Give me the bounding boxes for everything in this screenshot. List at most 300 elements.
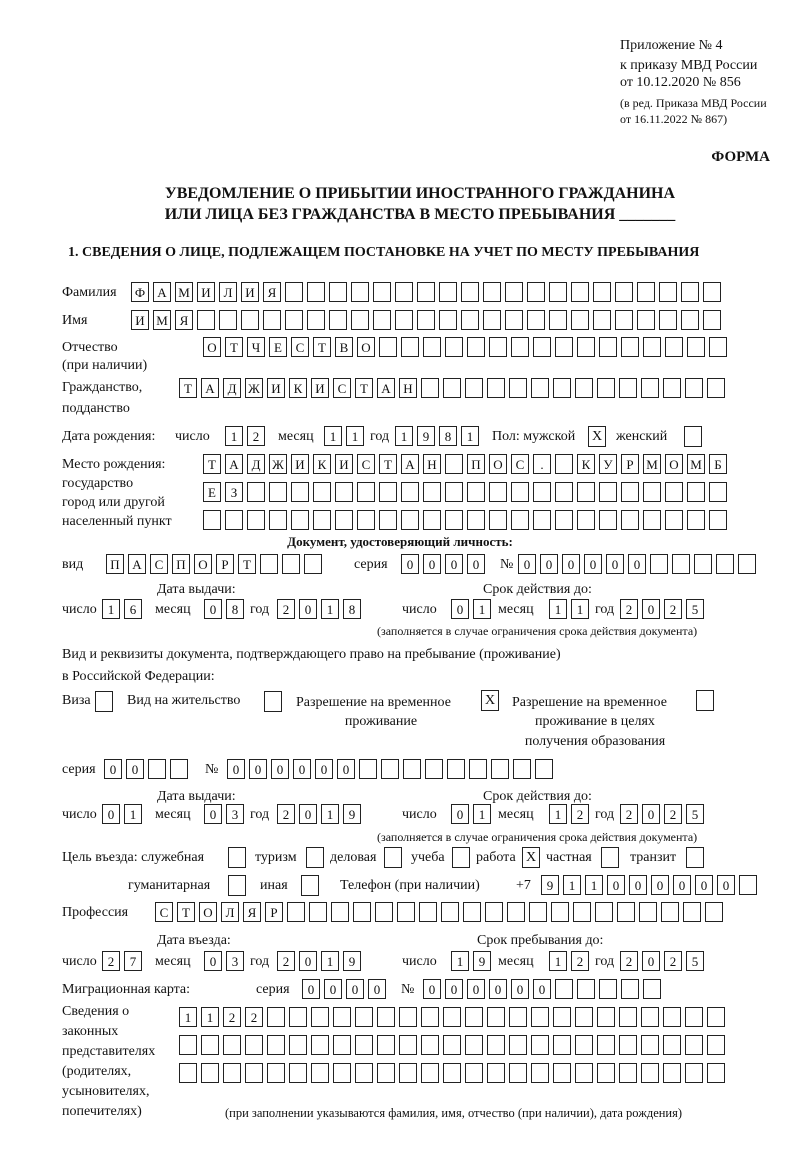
- char-box[interactable]: [289, 1063, 307, 1083]
- char-box[interactable]: 2: [277, 599, 295, 619]
- char-box[interactable]: [663, 378, 681, 398]
- char-box[interactable]: [287, 902, 305, 922]
- male-checkbox[interactable]: X: [588, 426, 606, 447]
- right-doc-number[interactable]: [227, 759, 553, 779]
- char-box[interactable]: П: [106, 554, 124, 574]
- char-box[interactable]: [247, 510, 265, 530]
- char-box[interactable]: Р: [265, 902, 283, 922]
- char-box[interactable]: [703, 282, 721, 302]
- char-box[interactable]: 0: [540, 554, 558, 574]
- char-box[interactable]: И: [241, 282, 259, 302]
- char-box[interactable]: 1: [102, 599, 120, 619]
- char-box[interactable]: 0: [606, 554, 624, 574]
- residence-permit-checkbox[interactable]: [264, 691, 282, 712]
- id-series-field[interactable]: [401, 554, 485, 574]
- char-box[interactable]: 0: [628, 554, 646, 574]
- char-box[interactable]: В: [335, 337, 353, 357]
- char-box[interactable]: [511, 510, 529, 530]
- char-box[interactable]: 1: [324, 426, 342, 446]
- id-issue-year[interactable]: [277, 599, 361, 619]
- char-box[interactable]: 1: [321, 951, 339, 971]
- purpose-business-checkbox[interactable]: [384, 847, 402, 868]
- char-box[interactable]: 0: [227, 759, 245, 779]
- char-box[interactable]: [197, 310, 215, 330]
- char-box[interactable]: [665, 510, 683, 530]
- char-box[interactable]: [307, 282, 325, 302]
- char-box[interactable]: [351, 282, 369, 302]
- char-box[interactable]: 0: [299, 804, 317, 824]
- char-box[interactable]: К: [313, 454, 331, 474]
- char-box[interactable]: [555, 979, 573, 999]
- char-box[interactable]: Н: [423, 454, 441, 474]
- char-box[interactable]: [659, 310, 677, 330]
- char-box[interactable]: [335, 482, 353, 502]
- char-box[interactable]: [681, 282, 699, 302]
- citizenship-field[interactable]: [179, 378, 725, 398]
- char-box[interactable]: 9: [417, 426, 435, 446]
- char-box[interactable]: Т: [238, 554, 256, 574]
- id-issue-month[interactable]: [204, 599, 244, 619]
- char-box[interactable]: 1: [549, 951, 567, 971]
- char-box[interactable]: [599, 482, 617, 502]
- char-box[interactable]: [555, 482, 573, 502]
- char-box[interactable]: [353, 902, 371, 922]
- char-box[interactable]: [483, 310, 501, 330]
- right-valid-day[interactable]: [451, 804, 491, 824]
- char-box[interactable]: О: [203, 337, 221, 357]
- char-box[interactable]: [401, 482, 419, 502]
- char-box[interactable]: [487, 378, 505, 398]
- char-box[interactable]: [179, 1035, 197, 1055]
- char-box[interactable]: [509, 1063, 527, 1083]
- char-box[interactable]: 0: [489, 979, 507, 999]
- char-box[interactable]: [263, 310, 281, 330]
- char-box[interactable]: 0: [607, 875, 625, 895]
- char-box[interactable]: М: [153, 310, 171, 330]
- char-box[interactable]: 0: [204, 951, 222, 971]
- char-box[interactable]: [307, 310, 325, 330]
- char-box[interactable]: [491, 759, 509, 779]
- char-box[interactable]: [395, 310, 413, 330]
- char-box[interactable]: 1: [473, 804, 491, 824]
- char-box[interactable]: [509, 1007, 527, 1027]
- char-box[interactable]: 0: [717, 875, 735, 895]
- char-box[interactable]: [223, 1063, 241, 1083]
- char-box[interactable]: 0: [445, 979, 463, 999]
- visa-checkbox[interactable]: [95, 691, 113, 712]
- char-box[interactable]: [223, 1035, 241, 1055]
- char-box[interactable]: [687, 337, 705, 357]
- char-box[interactable]: [535, 759, 553, 779]
- char-box[interactable]: [573, 902, 591, 922]
- char-box[interactable]: С: [357, 454, 375, 474]
- char-box[interactable]: 1: [179, 1007, 197, 1027]
- char-box[interactable]: 0: [451, 804, 469, 824]
- female-checkbox[interactable]: [684, 426, 702, 447]
- char-box[interactable]: [381, 759, 399, 779]
- char-box[interactable]: 0: [293, 759, 311, 779]
- char-box[interactable]: 0: [299, 599, 317, 619]
- char-box[interactable]: 0: [467, 979, 485, 999]
- char-box[interactable]: [615, 282, 633, 302]
- char-box[interactable]: [533, 510, 551, 530]
- char-box[interactable]: [738, 554, 756, 574]
- char-box[interactable]: [509, 1035, 527, 1055]
- char-box[interactable]: [421, 378, 439, 398]
- char-box[interactable]: [505, 310, 523, 330]
- char-box[interactable]: [619, 1063, 637, 1083]
- char-box[interactable]: [445, 454, 463, 474]
- char-box[interactable]: [313, 482, 331, 502]
- char-box[interactable]: 0: [584, 554, 602, 574]
- char-box[interactable]: 0: [315, 759, 333, 779]
- char-box[interactable]: 0: [126, 759, 144, 779]
- char-box[interactable]: 9: [343, 951, 361, 971]
- char-box[interactable]: 8: [343, 599, 361, 619]
- char-box[interactable]: [333, 1063, 351, 1083]
- char-box[interactable]: [331, 902, 349, 922]
- char-box[interactable]: А: [153, 282, 171, 302]
- char-box[interactable]: [621, 337, 639, 357]
- char-box[interactable]: 1: [549, 599, 567, 619]
- char-box[interactable]: 0: [518, 554, 536, 574]
- char-box[interactable]: [553, 1007, 571, 1027]
- char-box[interactable]: [707, 1035, 725, 1055]
- char-box[interactable]: [661, 902, 679, 922]
- char-box[interactable]: [357, 482, 375, 502]
- migration-card-number[interactable]: [423, 979, 661, 999]
- char-box[interactable]: [285, 310, 303, 330]
- char-box[interactable]: [511, 482, 529, 502]
- char-box[interactable]: [533, 482, 551, 502]
- char-box[interactable]: [707, 378, 725, 398]
- char-box[interactable]: Б: [709, 454, 727, 474]
- char-box[interactable]: [291, 510, 309, 530]
- dob-month[interactable]: [324, 426, 364, 446]
- char-box[interactable]: [269, 482, 287, 502]
- char-box[interactable]: [641, 1035, 659, 1055]
- char-box[interactable]: Т: [179, 378, 197, 398]
- char-box[interactable]: [419, 902, 437, 922]
- char-box[interactable]: [329, 310, 347, 330]
- char-box[interactable]: 6: [124, 599, 142, 619]
- char-box[interactable]: [469, 759, 487, 779]
- char-box[interactable]: Т: [313, 337, 331, 357]
- char-box[interactable]: 0: [562, 554, 580, 574]
- char-box[interactable]: [529, 902, 547, 922]
- id-valid-day[interactable]: [451, 599, 491, 619]
- char-box[interactable]: 0: [642, 951, 660, 971]
- char-box[interactable]: Я: [175, 310, 193, 330]
- right-issue-day[interactable]: [102, 804, 142, 824]
- char-box[interactable]: [269, 510, 287, 530]
- char-box[interactable]: Ф: [131, 282, 149, 302]
- purpose-work-checkbox[interactable]: X: [522, 847, 540, 868]
- char-box[interactable]: [201, 1063, 219, 1083]
- profession-field[interactable]: [155, 902, 723, 922]
- stay-month[interactable]: [549, 951, 589, 971]
- id-kind-field[interactable]: [106, 554, 322, 574]
- migration-card-series[interactable]: [302, 979, 386, 999]
- char-box[interactable]: Р: [621, 454, 639, 474]
- char-box[interactable]: А: [128, 554, 146, 574]
- char-box[interactable]: 1: [395, 426, 413, 446]
- char-box[interactable]: [672, 554, 690, 574]
- representatives-row-1[interactable]: [179, 1007, 725, 1027]
- char-box[interactable]: [461, 310, 479, 330]
- char-box[interactable]: [355, 1035, 373, 1055]
- id-valid-month[interactable]: [549, 599, 589, 619]
- char-box[interactable]: [619, 378, 637, 398]
- char-box[interactable]: Т: [203, 454, 221, 474]
- char-box[interactable]: [399, 1007, 417, 1027]
- char-box[interactable]: [289, 1007, 307, 1027]
- char-box[interactable]: [577, 510, 595, 530]
- char-box[interactable]: А: [201, 378, 219, 398]
- id-issue-day[interactable]: [102, 599, 142, 619]
- char-box[interactable]: [641, 1063, 659, 1083]
- purpose-study-checkbox[interactable]: [452, 847, 470, 868]
- char-box[interactable]: [467, 337, 485, 357]
- char-box[interactable]: [593, 310, 611, 330]
- char-box[interactable]: [335, 510, 353, 530]
- patronymic-field[interactable]: [203, 337, 727, 357]
- char-box[interactable]: [637, 282, 655, 302]
- char-box[interactable]: [417, 310, 435, 330]
- char-box[interactable]: [555, 510, 573, 530]
- char-box[interactable]: С: [155, 902, 173, 922]
- char-box[interactable]: [397, 902, 415, 922]
- char-box[interactable]: [421, 1035, 439, 1055]
- char-box[interactable]: 0: [249, 759, 267, 779]
- char-box[interactable]: Н: [399, 378, 417, 398]
- char-box[interactable]: [507, 902, 525, 922]
- char-box[interactable]: [650, 554, 668, 574]
- char-box[interactable]: [595, 902, 613, 922]
- char-box[interactable]: [461, 282, 479, 302]
- char-box[interactable]: [577, 337, 595, 357]
- char-box[interactable]: [571, 282, 589, 302]
- purpose-service-checkbox[interactable]: [228, 847, 246, 868]
- char-box[interactable]: Т: [355, 378, 373, 398]
- char-box[interactable]: 1: [124, 804, 142, 824]
- char-box[interactable]: М: [643, 454, 661, 474]
- char-box[interactable]: [443, 1007, 461, 1027]
- char-box[interactable]: [359, 759, 377, 779]
- purpose-private-checkbox[interactable]: [601, 847, 619, 868]
- char-box[interactable]: [705, 902, 723, 922]
- char-box[interactable]: 9: [473, 951, 491, 971]
- char-box[interactable]: [399, 1063, 417, 1083]
- char-box[interactable]: 9: [541, 875, 559, 895]
- char-box[interactable]: [665, 482, 683, 502]
- char-box[interactable]: С: [291, 337, 309, 357]
- char-box[interactable]: 0: [695, 875, 713, 895]
- char-box[interactable]: З: [225, 482, 243, 502]
- char-box[interactable]: [505, 282, 523, 302]
- char-box[interactable]: 1: [225, 426, 243, 446]
- char-box[interactable]: 0: [299, 951, 317, 971]
- char-box[interactable]: 2: [571, 804, 589, 824]
- char-box[interactable]: [304, 554, 322, 574]
- char-box[interactable]: [716, 554, 734, 574]
- right-issue-month[interactable]: [204, 804, 244, 824]
- char-box[interactable]: [513, 759, 531, 779]
- char-box[interactable]: 2: [664, 599, 682, 619]
- char-box[interactable]: [439, 310, 457, 330]
- char-box[interactable]: [425, 759, 443, 779]
- phone-field[interactable]: [541, 875, 757, 895]
- char-box[interactable]: [465, 1063, 483, 1083]
- char-box[interactable]: [643, 482, 661, 502]
- char-box[interactable]: 0: [102, 804, 120, 824]
- char-box[interactable]: 2: [102, 951, 120, 971]
- char-box[interactable]: 0: [467, 554, 485, 574]
- char-box[interactable]: 0: [104, 759, 122, 779]
- char-box[interactable]: [489, 337, 507, 357]
- char-box[interactable]: [531, 1035, 549, 1055]
- char-box[interactable]: [617, 902, 635, 922]
- char-box[interactable]: С: [333, 378, 351, 398]
- char-box[interactable]: [643, 337, 661, 357]
- char-box[interactable]: 8: [226, 599, 244, 619]
- char-box[interactable]: [373, 282, 391, 302]
- entry-year[interactable]: [277, 951, 361, 971]
- representatives-row-2[interactable]: [179, 1035, 725, 1055]
- char-box[interactable]: [313, 510, 331, 530]
- birthplace-row-3[interactable]: [203, 510, 727, 530]
- char-box[interactable]: [463, 902, 481, 922]
- char-box[interactable]: 7: [124, 951, 142, 971]
- char-box[interactable]: [593, 282, 611, 302]
- char-box[interactable]: 0: [651, 875, 669, 895]
- char-box[interactable]: [597, 378, 615, 398]
- char-box[interactable]: [355, 1063, 373, 1083]
- purpose-humanitarian-checkbox[interactable]: [228, 875, 246, 896]
- char-box[interactable]: 0: [511, 979, 529, 999]
- char-box[interactable]: [245, 1035, 263, 1055]
- char-box[interactable]: [489, 510, 507, 530]
- char-box[interactable]: [637, 310, 655, 330]
- char-box[interactable]: [267, 1035, 285, 1055]
- char-box[interactable]: [511, 337, 529, 357]
- char-box[interactable]: [289, 1035, 307, 1055]
- char-box[interactable]: 0: [673, 875, 691, 895]
- temporary-residence-checkbox[interactable]: X: [481, 690, 499, 711]
- char-box[interactable]: А: [377, 378, 395, 398]
- surname-field[interactable]: [131, 282, 721, 302]
- char-box[interactable]: [447, 759, 465, 779]
- char-box[interactable]: О: [194, 554, 212, 574]
- char-box[interactable]: [373, 310, 391, 330]
- right-doc-series[interactable]: [104, 759, 188, 779]
- char-box[interactable]: Я: [263, 282, 281, 302]
- entry-day[interactable]: [102, 951, 142, 971]
- char-box[interactable]: [685, 378, 703, 398]
- char-box[interactable]: [439, 282, 457, 302]
- char-box[interactable]: [709, 510, 727, 530]
- char-box[interactable]: Я: [243, 902, 261, 922]
- char-box[interactable]: [417, 282, 435, 302]
- char-box[interactable]: [663, 1007, 681, 1027]
- char-box[interactable]: [707, 1007, 725, 1027]
- char-box[interactable]: [575, 378, 593, 398]
- char-box[interactable]: [641, 378, 659, 398]
- char-box[interactable]: У: [599, 454, 617, 474]
- char-box[interactable]: [527, 282, 545, 302]
- char-box[interactable]: [465, 1035, 483, 1055]
- dob-day[interactable]: [225, 426, 265, 446]
- char-box[interactable]: 2: [664, 804, 682, 824]
- char-box[interactable]: О: [665, 454, 683, 474]
- char-box[interactable]: [553, 378, 571, 398]
- char-box[interactable]: Ж: [245, 378, 263, 398]
- char-box[interactable]: [549, 310, 567, 330]
- char-box[interactable]: [575, 1063, 593, 1083]
- char-box[interactable]: [357, 510, 375, 530]
- char-box[interactable]: 0: [445, 554, 463, 574]
- char-box[interactable]: 3: [226, 951, 244, 971]
- char-box[interactable]: [487, 1063, 505, 1083]
- char-box[interactable]: [351, 310, 369, 330]
- char-box[interactable]: [553, 1035, 571, 1055]
- char-box[interactable]: [531, 378, 549, 398]
- char-box[interactable]: [597, 1063, 615, 1083]
- char-box[interactable]: [465, 378, 483, 398]
- char-box[interactable]: [260, 554, 278, 574]
- char-box[interactable]: Т: [379, 454, 397, 474]
- char-box[interactable]: [423, 482, 441, 502]
- char-box[interactable]: И: [335, 454, 353, 474]
- char-box[interactable]: Т: [225, 337, 243, 357]
- char-box[interactable]: 0: [324, 979, 342, 999]
- char-box[interactable]: 5: [686, 599, 704, 619]
- char-box[interactable]: [659, 282, 677, 302]
- char-box[interactable]: [685, 1063, 703, 1083]
- char-box[interactable]: 0: [346, 979, 364, 999]
- char-box[interactable]: М: [687, 454, 705, 474]
- char-box[interactable]: [709, 482, 727, 502]
- purpose-tourism-checkbox[interactable]: [306, 847, 324, 868]
- char-box[interactable]: [379, 482, 397, 502]
- char-box[interactable]: [179, 1063, 197, 1083]
- char-box[interactable]: [282, 554, 300, 574]
- char-box[interactable]: [619, 1007, 637, 1027]
- right-issue-year[interactable]: [277, 804, 361, 824]
- char-box[interactable]: [267, 1007, 285, 1027]
- char-box[interactable]: Д: [247, 454, 265, 474]
- char-box[interactable]: [681, 310, 699, 330]
- char-box[interactable]: [687, 510, 705, 530]
- char-box[interactable]: [443, 1035, 461, 1055]
- purpose-transit-checkbox[interactable]: [686, 847, 704, 868]
- char-box[interactable]: [643, 979, 661, 999]
- char-box[interactable]: И: [291, 454, 309, 474]
- char-box[interactable]: [663, 1035, 681, 1055]
- char-box[interactable]: [379, 337, 397, 357]
- char-box[interactable]: [553, 1063, 571, 1083]
- char-box[interactable]: 1: [549, 804, 567, 824]
- char-box[interactable]: [571, 310, 589, 330]
- char-box[interactable]: П: [172, 554, 190, 574]
- birthplace-row-2[interactable]: [203, 482, 727, 502]
- char-box[interactable]: 0: [642, 599, 660, 619]
- char-box[interactable]: 1: [563, 875, 581, 895]
- char-box[interactable]: [597, 1035, 615, 1055]
- char-box[interactable]: [685, 1007, 703, 1027]
- char-box[interactable]: 2: [277, 804, 295, 824]
- char-box[interactable]: И: [267, 378, 285, 398]
